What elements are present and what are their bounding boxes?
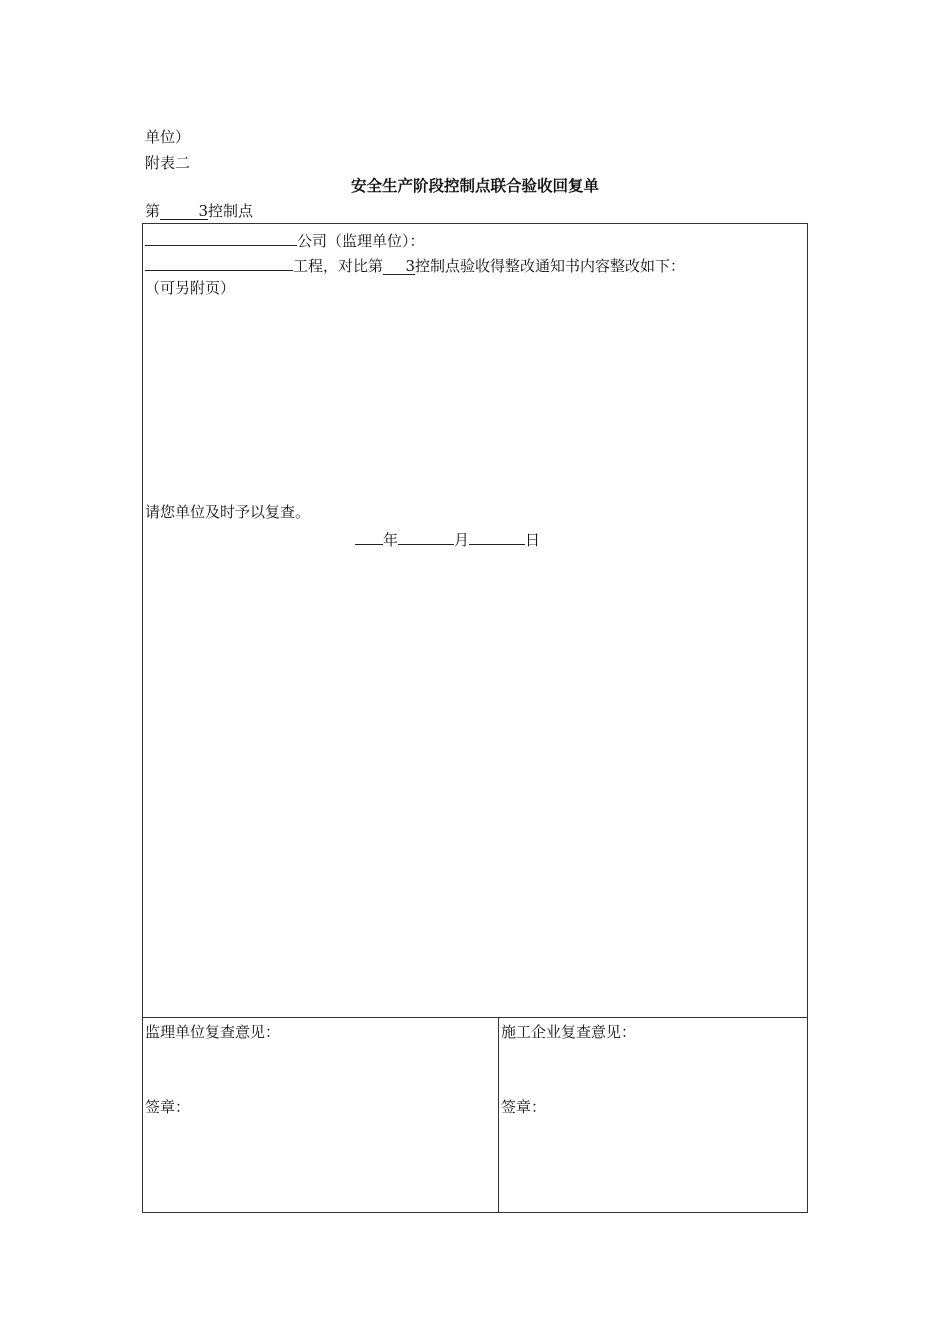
contractor-sign-label: 签章： <box>501 1098 547 1116</box>
project-line <box>145 253 685 276</box>
supervisor-opinion-label: 监理单位复查意见： <box>145 1023 281 1041</box>
project-text: 工程，对比第 <box>293 257 384 275</box>
company-line <box>145 228 425 251</box>
control-number-field[interactable]: 3 <box>160 202 208 220</box>
page-title: 安全生产阶段控制点联合验收回复单 <box>350 176 599 195</box>
month-field[interactable] <box>398 527 454 545</box>
contractor-opinion-label: 施工企业复查意见： <box>501 1023 637 1041</box>
control-point-line <box>145 201 253 221</box>
attach-note: （可另附页） <box>145 279 236 297</box>
date-line <box>355 527 540 550</box>
company-suffix: 公司（监理单位）： <box>297 232 425 250</box>
review-request: 请您单位及时予以复查。 <box>145 503 311 521</box>
supervisor-opinion-box <box>142 1017 499 1213</box>
year-label: 年 <box>383 531 399 549</box>
project-name-field[interactable] <box>145 253 293 271</box>
project-control-number[interactable]: 3 <box>383 257 415 275</box>
year-field[interactable] <box>355 527 383 545</box>
appendix-label: 附表二 <box>145 154 191 172</box>
control-prefix: 第 <box>145 202 161 220</box>
project-suffix: 控制点验收得整改通知书内容整改如下： <box>415 257 686 275</box>
control-suffix: 控制点 <box>208 202 254 220</box>
supervisor-sign-label: 签章： <box>145 1098 191 1116</box>
month-label: 月 <box>454 531 470 549</box>
unit-line: 单位） <box>145 128 191 146</box>
form-main-box <box>142 223 808 1018</box>
company-name-field[interactable] <box>145 228 297 246</box>
day-label: 日 <box>525 531 541 549</box>
day-field[interactable] <box>469 527 525 545</box>
